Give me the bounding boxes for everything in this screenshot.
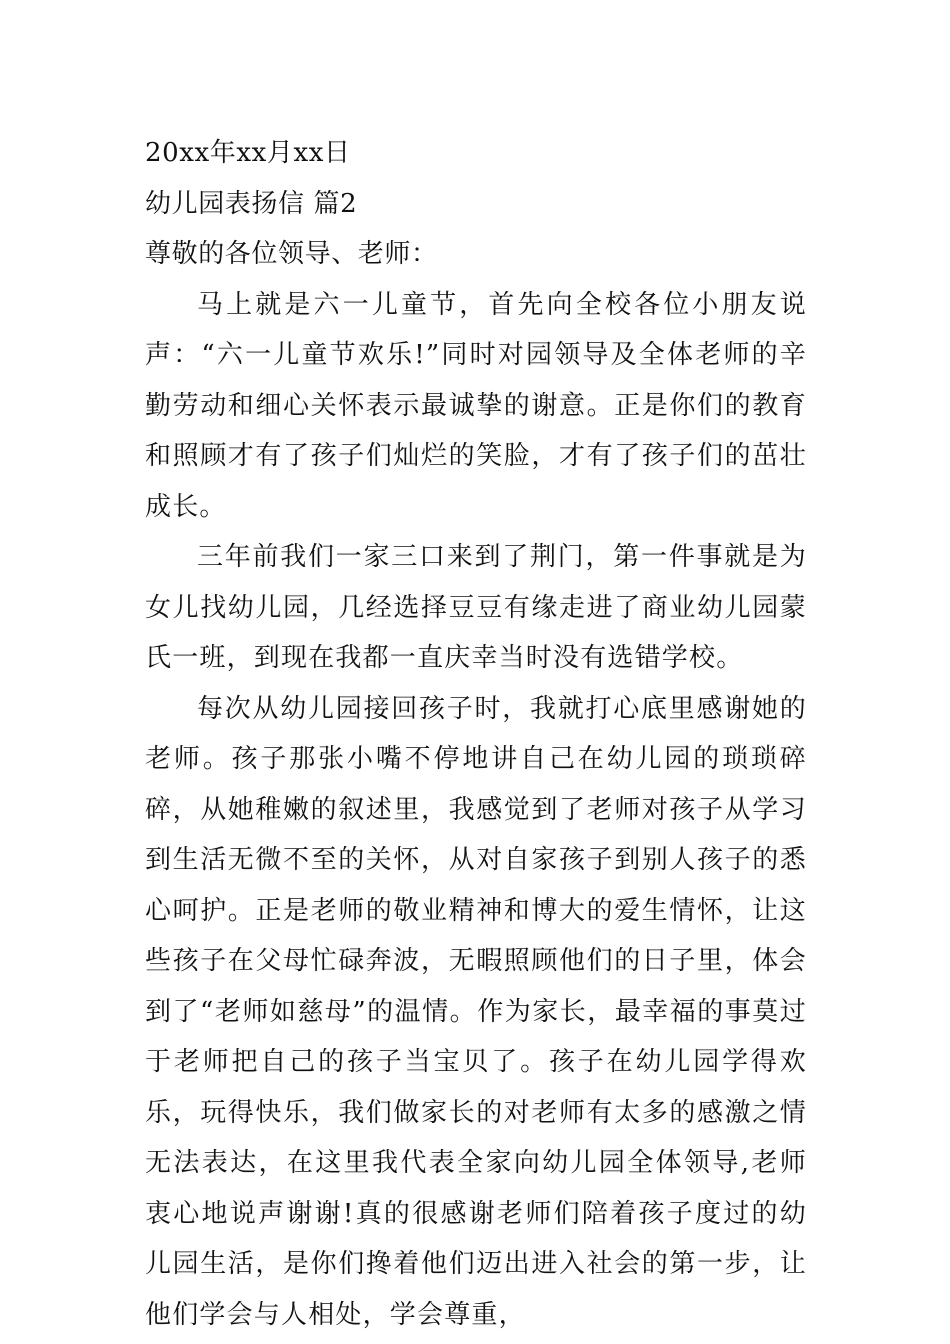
paragraph-2: 三年前我们一家三口来到了荆门，第一件事就是为女儿找幼儿园，几经选择豆豆有缘走进了商业幼儿园蒙氏一班，到现在我都一直庆幸当时没有选错学校。 [145, 542, 807, 673]
paragraph-1: 马上就是六一儿童节，首先向全校各位小朋友说声：“六一儿童节欢乐!”同时对园领导及全体老师的辛勤劳动和细心关怀表示最诚挚的谢意。正是你们的教育和照顾才有了孩子们灿烂的笑脸，才有了孩子们的茁壮成长。 [145, 289, 807, 522]
document-body [145, 128, 807, 1340]
section-title: 幼儿园表扬信 篇2 [145, 188, 358, 219]
salutation: 尊敬的各位领导、老师： [145, 239, 438, 269]
date-line: 20xx年xx月xx日 [145, 138, 351, 168]
paragraph-3: 每次从幼儿园接回孩子时，我就打心底里感谢她的老师。孩子那张小嘴不停地讲自己在幼儿园的琐琐碎碎，从她稚嫩的叙述里，我感觉到了老师对孩子从学习到生活无微不至的关怀，从对自家孩子到别人孩子的悉心呵护。正是老师的敬业精神和博大的爱生情怀，让这些孩子在父母忙碌奔波，无暇照顾他们的日子里，体会到了“老师如慈母”的温情。作为家长，最幸福的事莫过于老师把自己的孩子当宝贝了。孩子在幼儿园学得欢乐，玩得快乐，我们做家长的对老师有太多的感激之情无法表达，在这里我代表全家向幼儿园全体领导,老师衷心地说声谢谢!真的很感谢老师们陪着孩子度过的幼儿园生活，是你们搀着他们迈出进入社会的第一步，让他们学会与人相处，学会尊重， [145, 693, 807, 1330]
